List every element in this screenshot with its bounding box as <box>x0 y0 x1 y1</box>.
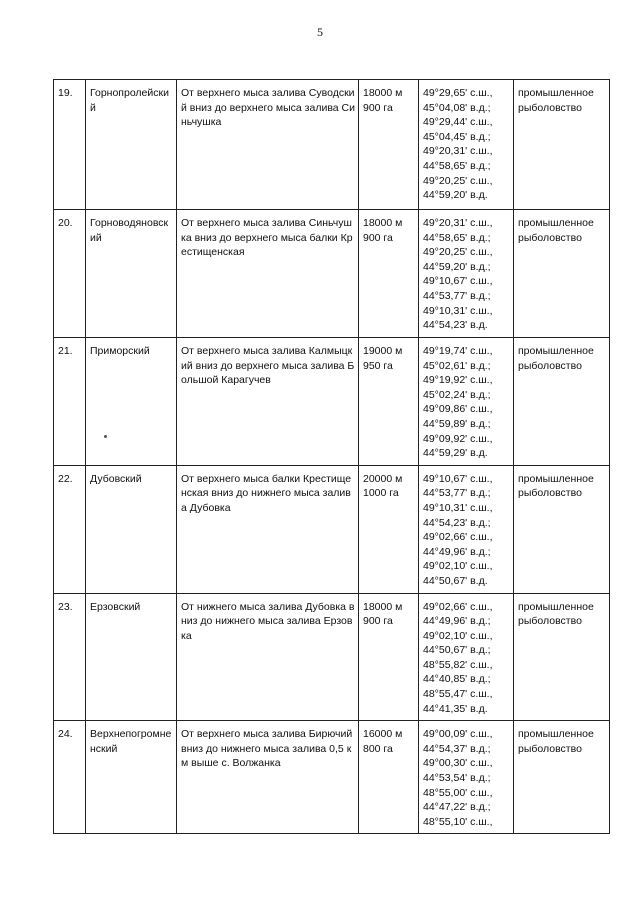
coordinate-line: 49°02,10' с.ш., <box>423 560 493 573</box>
plot-usage: промышленное рыболовство <box>514 338 610 466</box>
plot-usage: промышленное рыболовство <box>514 593 610 721</box>
plot-boundaries: От верхнего мыса залива Бирючий вниз до нижнего мыса залива 0,5 км выше с. Волжанка <box>177 721 359 834</box>
coordinate-line: 44°58,65' в.д.; <box>423 159 491 172</box>
coordinate-line: 44°47,22' в.д.; <box>423 801 491 814</box>
coordinate-line: 49°02,10' с.ш., <box>423 629 493 642</box>
plot-area: 16000 м 800 га <box>359 721 419 834</box>
coordinate-line: 44°50,67' в.д. <box>423 574 488 587</box>
plot-area: 18000 м 900 га <box>359 210 419 338</box>
plot-number: 19. <box>54 80 86 210</box>
plot-coordinates <box>419 721 514 834</box>
plot-boundaries: От верхнего мыса залива Калмыцкий вниз до верхнего мыса залива Большой Карагучев <box>177 338 359 466</box>
coordinate-line: 49°10,31' с.ш., <box>423 501 493 514</box>
plot-area: 18000 м 900 га <box>359 80 419 210</box>
coordinate-line: 49°10,67' с.ш., <box>423 275 493 288</box>
coordinate-line: 49°20,25' с.ш., <box>423 174 493 187</box>
plot-name: Горноводяновский <box>86 210 177 338</box>
plot-coordinates <box>419 593 514 721</box>
plot-area: 20000 м 1000 га <box>359 465 419 593</box>
coordinate-line: 44°59,20' в.д. <box>423 189 488 202</box>
plot-name: Горнопролейский <box>86 80 177 210</box>
plot-number: 24. <box>54 721 86 834</box>
coordinate-line: 44°54,23' в.д.; <box>423 516 491 529</box>
scan-speck <box>104 435 107 438</box>
coordinate-line: 49°19,74' с.ш., <box>423 345 493 357</box>
coordinate-line: 44°40,85' в.д.; <box>423 673 491 686</box>
coordinate-line: 45°02,61' в.д.; <box>423 359 491 372</box>
coordinate-line: 48°55,00' с.ш., <box>423 786 493 799</box>
coordinate-line: 45°02,24' в.д.; <box>423 388 491 401</box>
coordinate-line: 49°02,66' с.ш., <box>423 600 493 613</box>
coordinate-line: 49°29,65' с.ш., <box>423 87 493 99</box>
table-row <box>54 465 610 593</box>
coordinate-line: 44°54,37' в.д.; <box>423 742 491 755</box>
fishing-plots-table <box>53 79 610 834</box>
coordinate-line: 49°10,67' с.ш., <box>423 472 493 485</box>
coordinate-line: 44°59,89' в.д.; <box>423 417 491 430</box>
coordinate-line: 48°55,82' с.ш., <box>423 658 493 671</box>
table-row <box>54 721 610 834</box>
plot-number: 21. <box>54 338 86 466</box>
plot-area: 18000 м 900 га <box>359 593 419 721</box>
plot-coordinates <box>419 210 514 338</box>
coordinate-line: 44°50,67' в.д.; <box>423 644 491 657</box>
coordinate-line: 48°55,10' с.ш., <box>423 815 493 828</box>
plot-name: Дубовский <box>86 465 177 593</box>
coordinate-line: 44°54,23' в.д. <box>423 319 488 332</box>
plot-boundaries: От верхнего мыса залива Суводский вниз до верхнего мыса залива Синьчушка <box>177 80 359 210</box>
plot-coordinates <box>419 465 514 593</box>
table-row <box>54 80 610 210</box>
coordinate-line: 49°09,86' с.ш., <box>423 403 493 416</box>
plot-boundaries: От верхнего мыса залива Синьчушка вниз до верхнего мыса балки Крестищенская <box>177 210 359 338</box>
plot-usage: промышленное рыболовство <box>514 210 610 338</box>
coordinate-line: 49°09,92' с.ш., <box>423 432 493 445</box>
table-row <box>54 338 610 466</box>
coordinate-line: 49°20,25' с.ш., <box>423 246 493 259</box>
coordinate-line: 49°00,30' с.ш., <box>423 757 493 770</box>
table-row <box>54 210 610 338</box>
coordinate-line: 49°10,31' с.ш., <box>423 304 493 317</box>
coordinate-line: 44°49,96' в.д.; <box>423 545 491 558</box>
coordinate-line: 45°04,08' в.д.; <box>423 101 491 114</box>
coordinate-line: 49°20,31' с.ш., <box>423 145 493 158</box>
plot-usage: промышленное рыболовство <box>514 465 610 593</box>
page-number: 5 <box>317 25 323 39</box>
table-row <box>54 593 610 721</box>
plot-coordinates <box>419 338 514 466</box>
plot-coordinates <box>419 80 514 210</box>
plot-number: 23. <box>54 593 86 721</box>
plot-boundaries: От нижнего мыса залива Дубовка вниз до нижнего мыса залива Ерзовка <box>177 593 359 721</box>
plot-area: 19000 м 950 га <box>359 338 419 466</box>
coordinate-line: 44°53,54' в.д.; <box>423 772 491 785</box>
plot-usage: промышленное рыболовство <box>514 80 610 210</box>
plot-name: Ерзовский <box>86 593 177 721</box>
coordinate-line: 44°59,20' в.д.; <box>423 260 491 273</box>
coordinate-line: 49°00,09' с.ш., <box>423 728 493 741</box>
coordinate-line: 49°20,31' с.ш., <box>423 217 493 229</box>
coordinate-line: 49°29,44' с.ш., <box>423 116 493 129</box>
coordinate-line: 49°19,92' с.ш., <box>423 374 493 387</box>
plot-boundaries: От верхнего мыса балки Крестищенская вниз до нижнего мыса залива Дубовка <box>177 465 359 593</box>
coordinate-line: 44°41,35' в.д. <box>423 702 488 715</box>
plot-name: Верхнепогромненский <box>86 721 177 834</box>
plot-number: 22. <box>54 465 86 593</box>
coordinate-line: 44°53,77' в.д.; <box>423 289 491 302</box>
coordinate-line: 45°04,45' в.д.; <box>423 130 491 143</box>
plot-number: 20. <box>54 210 86 338</box>
coordinate-line: 48°55,47' с.ш., <box>423 688 493 701</box>
plot-usage: промышленное рыболовство <box>514 721 610 834</box>
plot-name: Приморский <box>86 338 177 466</box>
coordinate-line: 44°53,77' в.д.; <box>423 487 491 500</box>
coordinate-line: 44°49,96' в.д.; <box>423 615 491 628</box>
coordinate-line: 44°59,29' в.д. <box>423 447 488 460</box>
coordinate-line: 44°58,65' в.д.; <box>423 231 491 244</box>
coordinate-line: 49°02,66' с.ш., <box>423 531 493 544</box>
